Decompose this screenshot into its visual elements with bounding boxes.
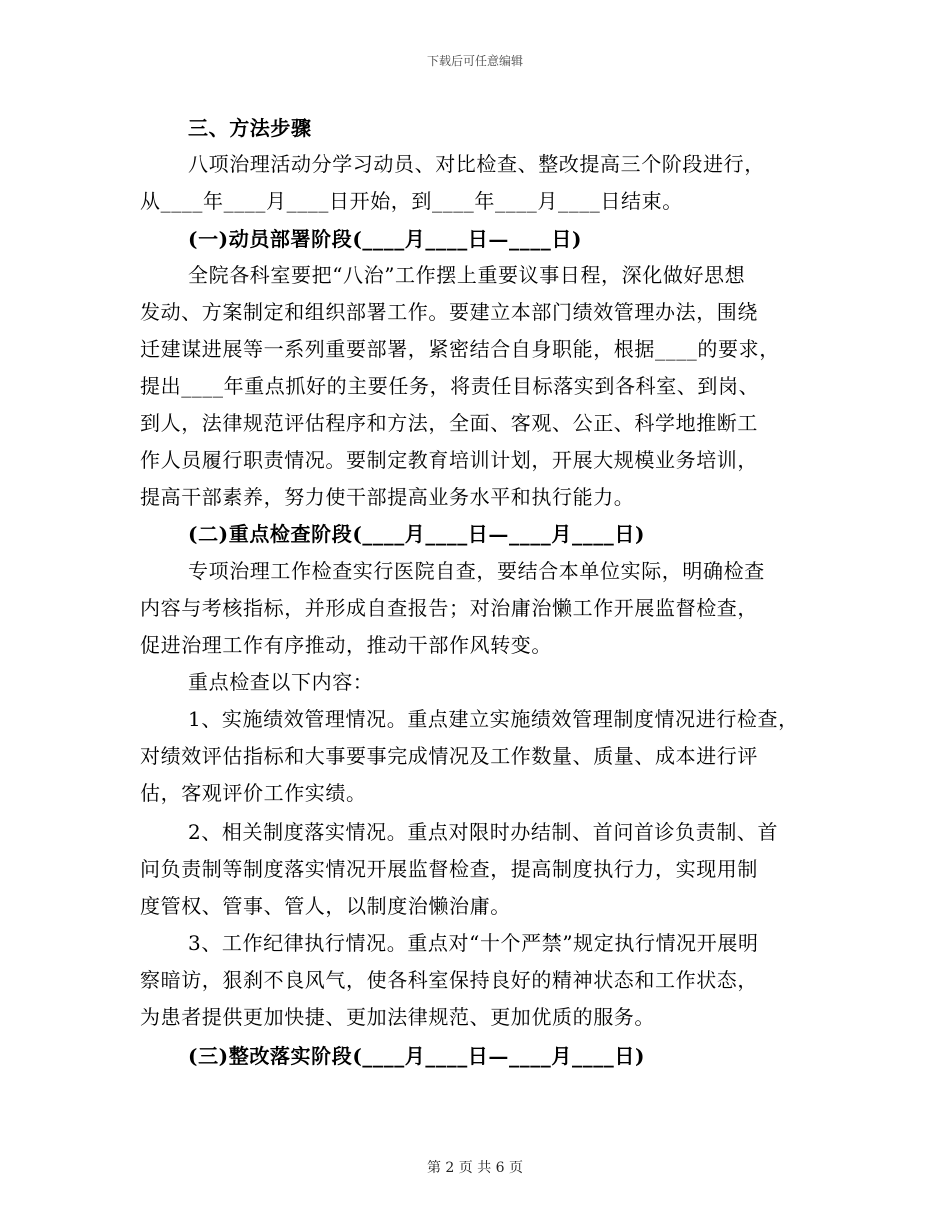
section-heading-method-steps: 三、方法步骤: [188, 116, 312, 140]
header-note: 下载后可任意编辑: [426, 54, 523, 68]
subheading-stage-three: (三)整改落实阶段(____月____日—____月____日): [188, 1044, 646, 1068]
paragraph-line: 迁建谋进展等一系列重要部署，紧密结合自身职能，根据____的要求，: [140, 337, 780, 361]
paragraph-line: 全院各科室要把“八治”工作摆上重要议事日程，深化做好思想: [188, 263, 746, 287]
paragraph-line: 提出____年重点抓好的主要任务，将责任目标落实到各科室、到岗、: [140, 374, 760, 398]
paragraph-line: 度管权、管事、管人，以制度治懒治庸。: [140, 894, 511, 918]
list-item-two: 2、相关制度落实情况。重点对限时办结制、首问首诊负责制、首: [188, 820, 779, 844]
paragraph-line: 提高干部素养，努力使干部提高业务水平和执行能力。: [140, 485, 635, 509]
paragraph-line: 发动、方案制定和组织部署工作。要建立本部门绩效管理办法，围绕: [140, 300, 758, 324]
paragraph-line: 重点检查以下内容：: [188, 670, 374, 694]
paragraph-line: 估，客观评价工作实绩。: [140, 781, 367, 805]
paragraph-line: 为患者提供更加快捷、更加法律规范、更加优质的服务。: [140, 1005, 655, 1029]
paragraph-line: 专项治理工作检查实行医院自查，要结合本单位实际，明确检查: [188, 559, 765, 583]
paragraph-line: 察暗访，狠刹不良风气，使各科室保持良好的精神状态和工作状态，: [140, 968, 758, 992]
paragraph-line: 到人，法律规范评估程序和方法，全面、客观、公正、科学地推断工: [140, 411, 758, 435]
subheading-stage-two: (二)重点检查阶段(____月____日—____月____日): [188, 522, 646, 546]
subheading-stage-one: (一)动员部署阶段(____月____日—____日): [188, 227, 583, 251]
paragraph-line: 促进治理工作有序推动，推动干部作风转变。: [140, 633, 552, 657]
paragraph-line: 作人员履行职责情况。要制定教育培训计划，开展大规模业务培训，: [140, 448, 758, 472]
paragraph-line: 从____年____月____日开始，到____年____月____日结束。: [140, 189, 683, 213]
paragraph-line: 对绩效评估指标和大事要事完成情况及工作数量、质量、成本进行评: [140, 744, 758, 768]
paragraph-line: 内容与考核指标，并形成自查报告；对治庸治懒工作开展监督检查，: [140, 596, 758, 620]
page-number-footer: 第 2 页 共 6 页: [426, 1160, 524, 1176]
paragraph-line: 八项治理活动分学习动员、对比检查、整改提高三个阶段进行，: [188, 152, 765, 176]
paragraph-line: 问负责制等制度落实情况开展监督检查，提高制度执行力，实现用制: [140, 857, 758, 881]
list-item-one: 1、实施绩效管理情况。重点建立实施绩效管理制度情况进行检查，: [188, 707, 799, 731]
list-item-three: 3、工作纪律执行情况。重点对“十个严禁”规定执行情况开展明: [188, 931, 759, 955]
